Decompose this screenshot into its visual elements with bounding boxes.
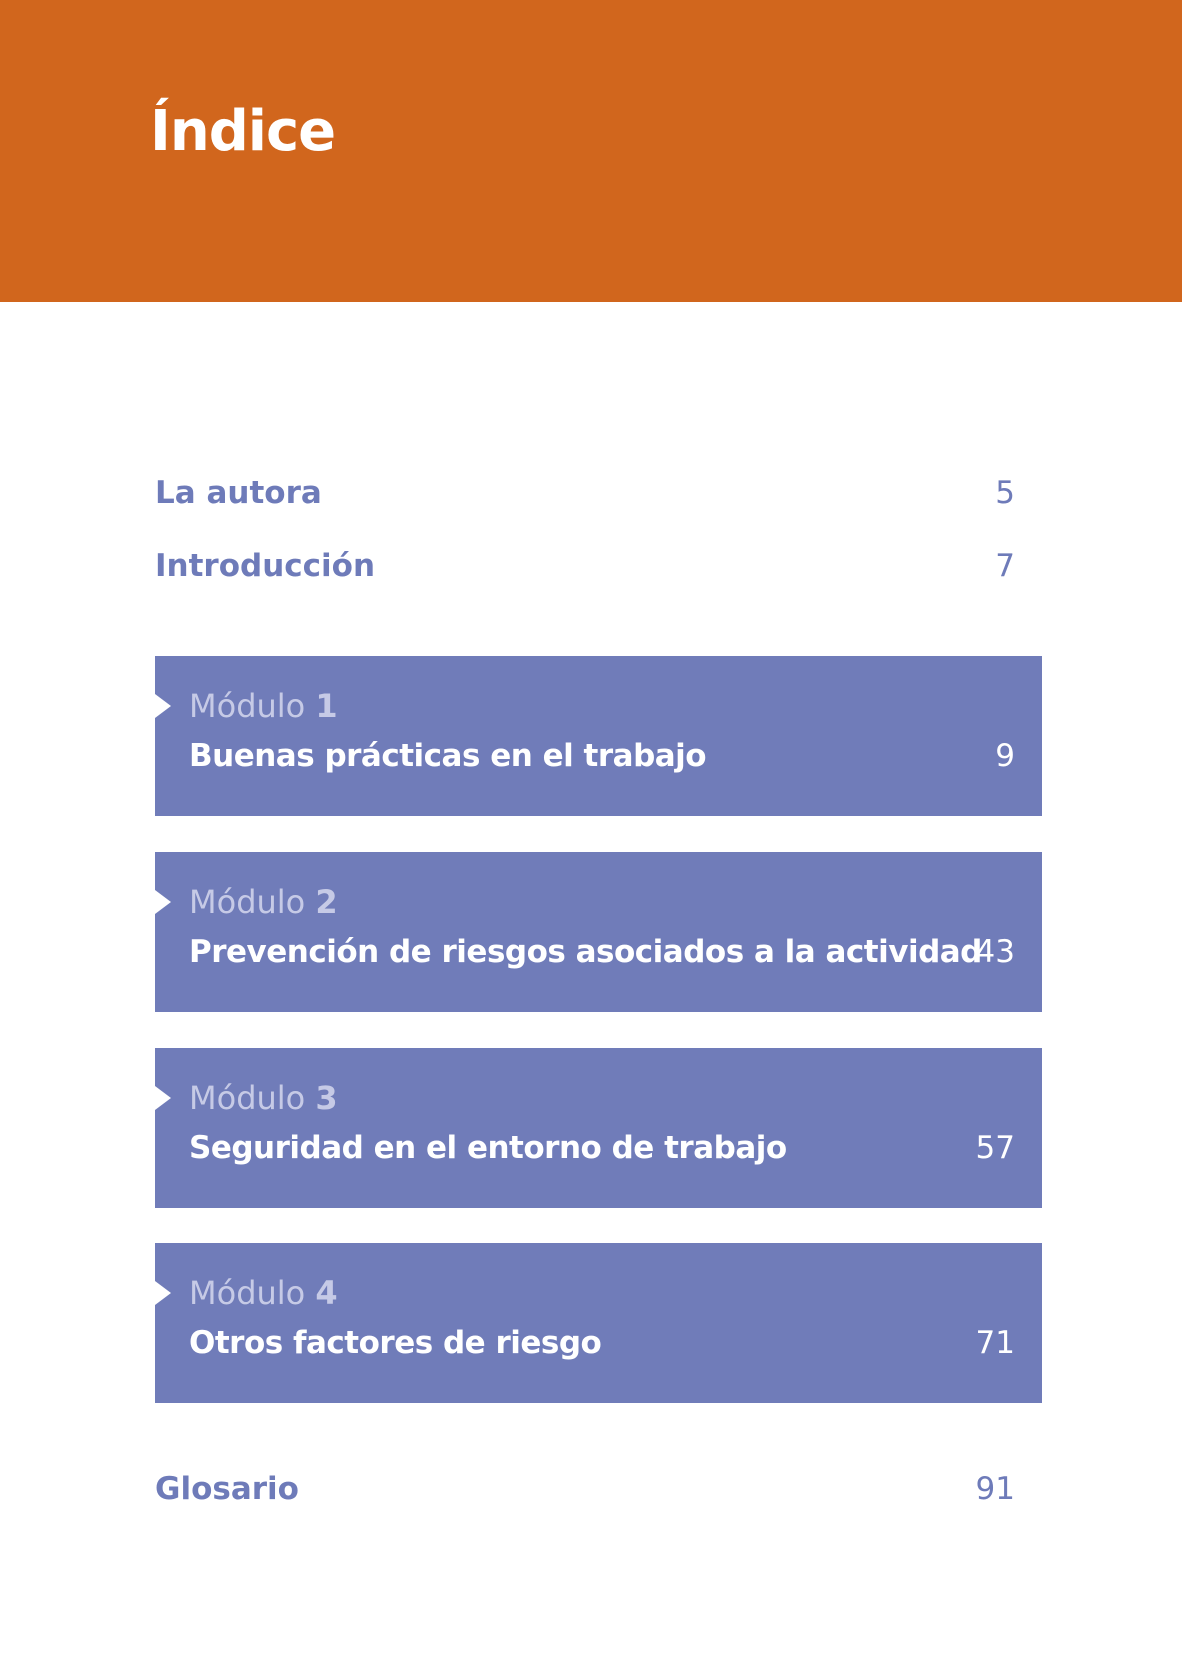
pointer-icon bbox=[155, 1281, 171, 1305]
module-title: Seguridad en el entorno de trabajo bbox=[189, 1130, 787, 1166]
module-label bbox=[189, 1271, 338, 1315]
module-page: 57 bbox=[975, 1130, 1015, 1166]
pointer-icon bbox=[155, 890, 171, 914]
module-prefix: Módulo bbox=[189, 1079, 306, 1117]
module-number: 4 bbox=[315, 1274, 338, 1312]
toc-entry-page: 5 bbox=[995, 475, 1015, 511]
module-page: 43 bbox=[975, 934, 1015, 970]
pointer-icon bbox=[155, 694, 171, 718]
toc-module-2[interactable] bbox=[155, 852, 1042, 1012]
toc-entry-label: La autora bbox=[155, 475, 322, 511]
toc-module-1[interactable] bbox=[155, 656, 1042, 816]
module-page: 71 bbox=[975, 1325, 1015, 1361]
module-page: 9 bbox=[995, 738, 1015, 774]
module-prefix: Módulo bbox=[189, 883, 306, 921]
toc-entry-label: Introducción bbox=[155, 548, 376, 584]
toc-entry-label: Glosario bbox=[155, 1471, 299, 1507]
toc-entry-glosario[interactable] bbox=[155, 1467, 1015, 1511]
module-title: Buenas prácticas en el trabajo bbox=[189, 738, 707, 774]
module-prefix: Módulo bbox=[189, 1274, 306, 1312]
module-title: Otros factores de riesgo bbox=[189, 1325, 602, 1361]
toc-entry-introduccion[interactable] bbox=[155, 544, 1015, 588]
pointer-icon bbox=[155, 1086, 171, 1110]
module-label bbox=[189, 1076, 338, 1120]
module-label bbox=[189, 684, 338, 728]
toc-entry-page: 7 bbox=[995, 548, 1015, 584]
module-number: 3 bbox=[315, 1079, 338, 1117]
toc-module-4[interactable] bbox=[155, 1243, 1042, 1403]
module-prefix: Módulo bbox=[189, 687, 306, 725]
header-banner bbox=[0, 0, 1182, 302]
module-label bbox=[189, 880, 338, 924]
toc-module-3[interactable] bbox=[155, 1048, 1042, 1208]
toc-entry-la-autora[interactable] bbox=[155, 471, 1015, 515]
page-title: Índice bbox=[150, 99, 336, 164]
module-number: 1 bbox=[315, 687, 338, 725]
toc-entry-page: 91 bbox=[975, 1471, 1015, 1507]
module-number: 2 bbox=[315, 883, 338, 921]
module-title: Prevención de riesgos asociados a la actividad bbox=[189, 934, 982, 970]
